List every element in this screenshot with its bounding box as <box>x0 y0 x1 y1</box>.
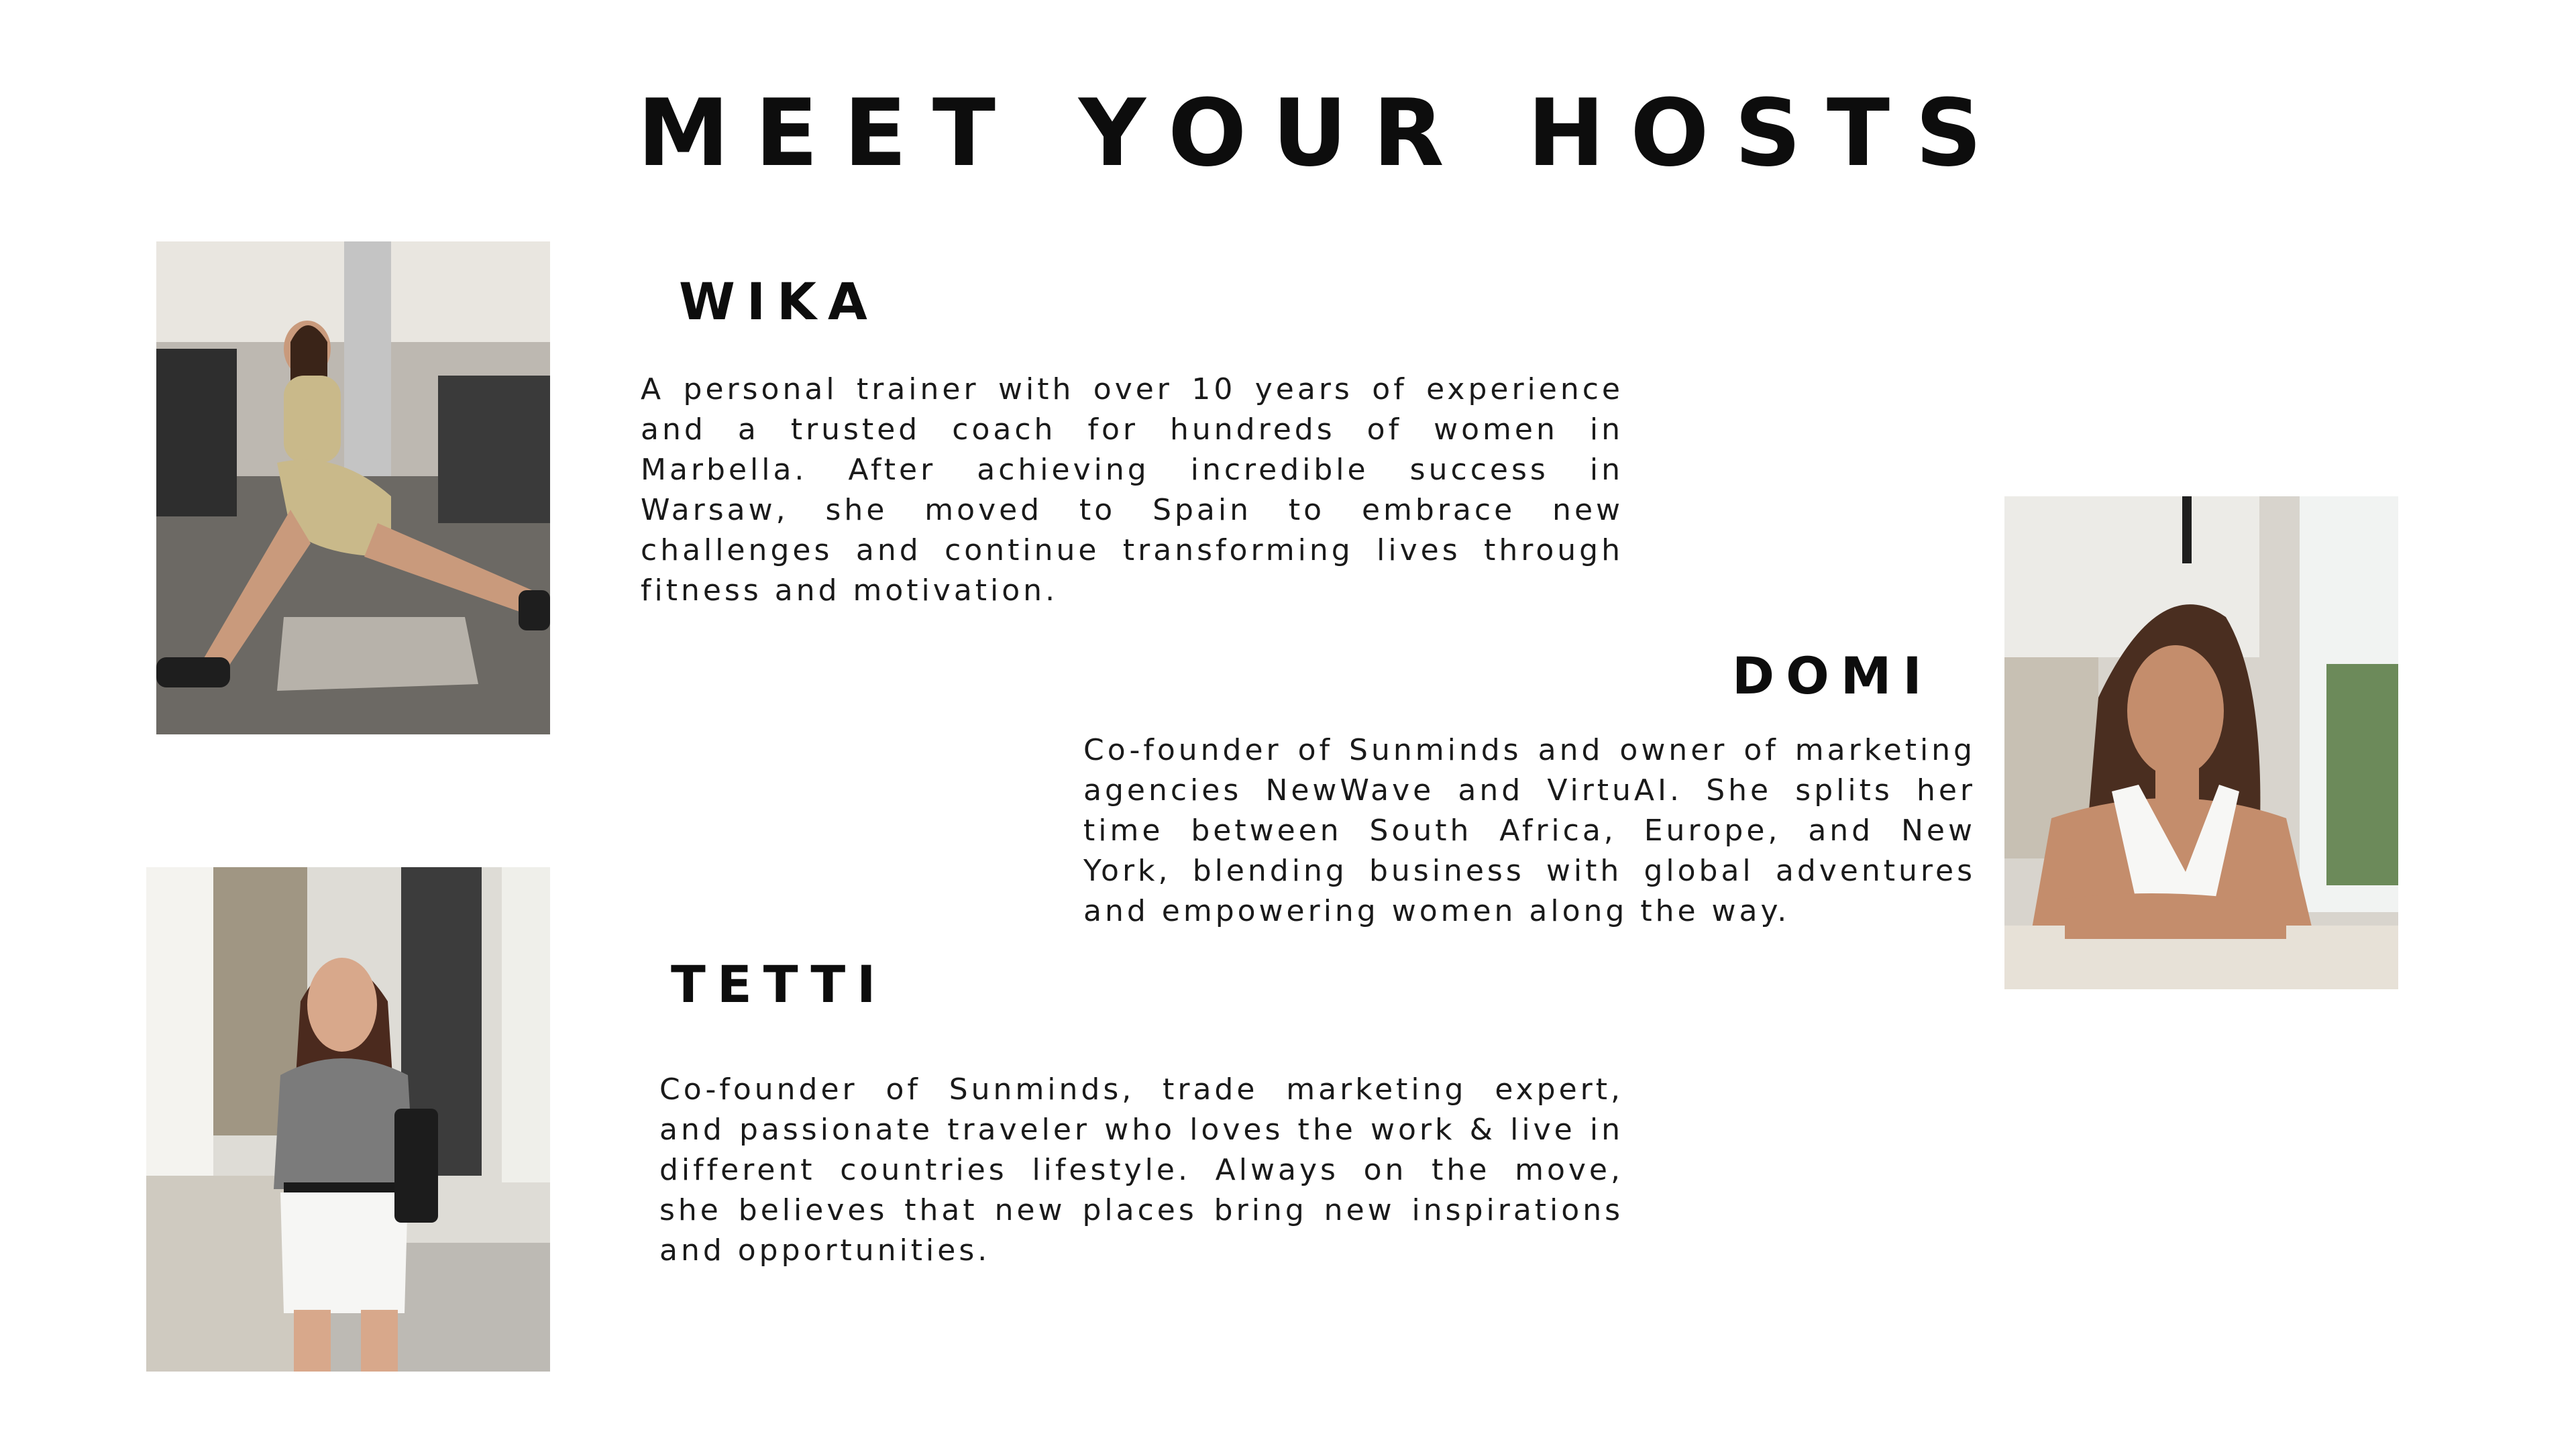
photo-tetti <box>146 867 550 1372</box>
host-bio-wika: A personal trainer with over 10 years of experience and a trusted coach for hundreds of women in Marbella. After achieving incredible success in Warsaw, she moved to Spain to embrace new challenges and continue transforming lives through fitness and motivation. <box>641 372 1623 608</box>
host-name-tetti: TETTI <box>671 954 888 1014</box>
host-name-wika: WIKA <box>679 272 879 331</box>
photo-wika <box>156 241 550 734</box>
host-bio-tetti: Co-founder of Sunminds, trade marketing expert, and passionate traveler who loves the work & live in different countries lifestyle. Always on the move, she believes that new places bring new inspirations and opportunities. <box>659 1072 1623 1268</box>
host-name-domi: DOMI <box>1732 646 1933 706</box>
photo-domi <box>2004 496 2398 989</box>
host-bio-domi: Co-founder of Sunminds and owner of marketing agencies NewWave and VirtuAI. She splits her time between South Africa, Europe, and New York, blending business with global adventures and empowering women along the way. <box>1083 733 1976 928</box>
page-title: MEET YOUR HOSTS <box>637 79 2008 187</box>
